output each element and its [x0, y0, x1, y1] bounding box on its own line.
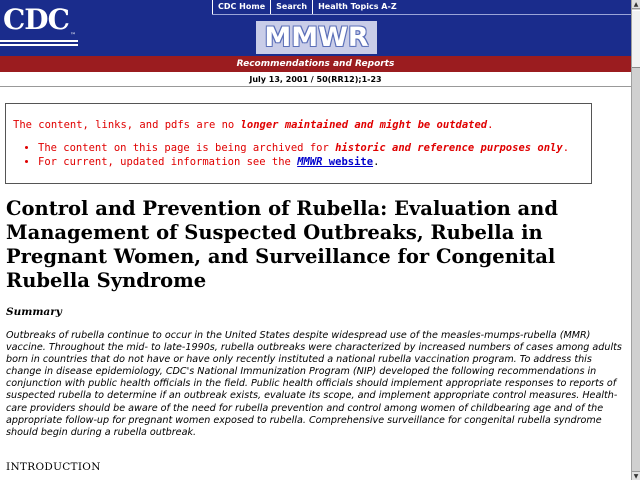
mmwr-logo-text: MMWR: [264, 22, 369, 53]
notice-bullet-archived: [38, 141, 569, 155]
link-emphasis: MMWR: [297, 156, 323, 168]
introduction-heading: INTRODUCTION: [6, 461, 101, 473]
scroll-up-arrow-icon[interactable]: ▲: [633, 1, 639, 8]
article-title: Control and Prevention of Rubella: Evaluation and Management of Suspected Outbreaks, Rubella in Pregnant Women, and Surveillance for Congenital Rubella Syndrome: [6, 197, 558, 292]
series-banner: [0, 56, 631, 72]
top-nav: [212, 0, 402, 14]
issue-line: July 13, 2001 / 50(RR12);1-23: [249, 74, 382, 84]
archive-notice: [5, 103, 592, 184]
vertical-scrollbar[interactable]: [631, 0, 640, 480]
nav-divider: [212, 14, 631, 15]
logo-divider: [0, 44, 78, 46]
issue-banner: [0, 72, 631, 87]
series-title: Recommendations and Reports: [236, 59, 395, 69]
summary-heading: Summary: [6, 306, 62, 318]
masthead: [0, 0, 631, 87]
link-text: website: [322, 156, 374, 168]
bullet-text: For current, updated information see the: [38, 156, 298, 168]
nav-health-topics[interactable]: Health Topics A-Z: [312, 0, 402, 14]
notice-list: [6, 141, 569, 169]
summary-text: Outbreaks of rubella continue to occur in the United States despite widespread use of the measles-mumps-rubella (MMR) vaccine. Throughout the mid- to late-1990s, rubella outbreaks were characterized by increased numbers of cases among adults born in countries that do not have or have only recently instituted a national rubella vaccination program. To address this change in disease epidemiology, CDC's National Immunization Program (NIP) developed the following recommendations in conjunction with public health officials in the field. Public health officials should implement appropriate responses to reports of suspected rubella to determine if an outbreak exists, evaluate its scope, and implement appropriate control measures. Health-care providers should be aware of the need for rubella prevention and control among women of childbearing age and of the appropriate follow-up for pregnant women exposed to rubella. Comprehensive surveillance for congenital rubella syndrome should begin during a rubella outbreak.: [6, 330, 622, 438]
nav-cdc-home[interactable]: CDC Home: [212, 0, 270, 14]
bullet-emphasis: historic and reference purposes only: [335, 142, 563, 154]
notice-bullet-current: [38, 155, 569, 169]
mmwr-website-link[interactable]: [297, 156, 373, 168]
notice-line-emphasis: longer maintained and might be outdated: [240, 119, 488, 131]
nav-search[interactable]: Search: [270, 0, 312, 14]
cdc-logo-text: CDC: [3, 3, 69, 36]
mmwr-logo[interactable]: [256, 21, 377, 54]
notice-line-suffix: .: [487, 119, 494, 131]
bullet-suffix: .: [373, 156, 380, 168]
cdc-logo[interactable]: [0, 0, 78, 40]
bullet-suffix: .: [562, 142, 570, 154]
logo-divider: [0, 40, 78, 42]
notice-line: [13, 119, 493, 131]
notice-line-prefix: The content, links, and pdfs are no: [13, 119, 241, 131]
scroll-thumb[interactable]: [632, 10, 640, 68]
bullet-text: The content on this page is being archived for: [38, 142, 336, 154]
scroll-down-arrow-icon[interactable]: ▼: [633, 473, 639, 480]
trademark-icon: ™: [70, 32, 76, 39]
